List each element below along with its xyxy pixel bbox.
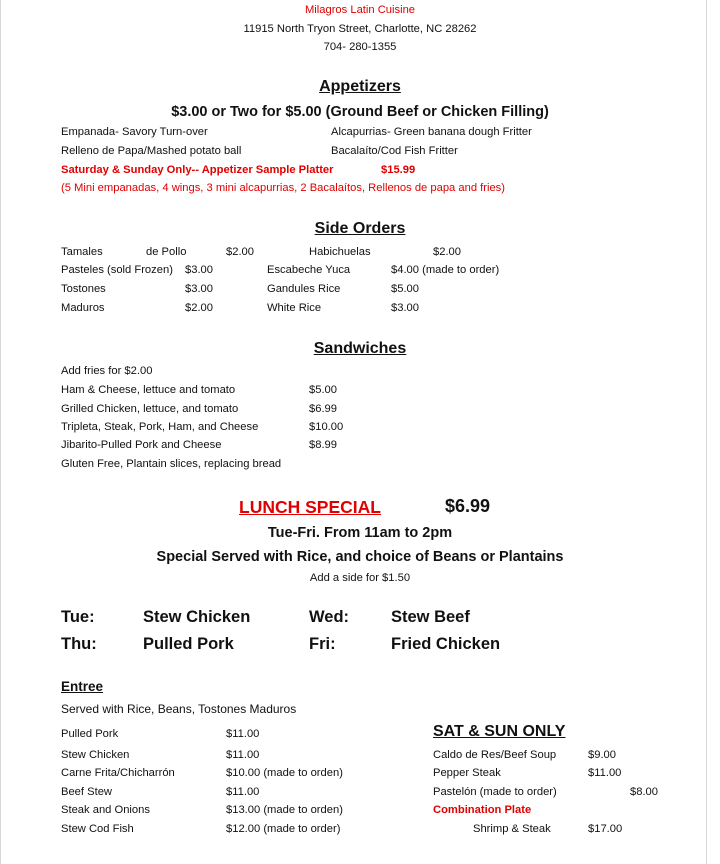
side-item-price: $3.00: [391, 302, 419, 314]
side-item-name: Tostones: [61, 283, 106, 295]
lunch-hours: Tue-Fri. From 11am to 2pm: [267, 525, 453, 541]
weekend-item-price: $9.00: [588, 749, 616, 761]
side-item-price: $4.00 (made to order): [391, 264, 500, 276]
lunch-day: Thu:: [61, 635, 97, 653]
platter-price: $15.99: [381, 164, 416, 176]
sandwich-name: Jibarito-Pulled Pork and Cheese: [61, 439, 222, 451]
appetizers-subtitle: $3.00 or Two for $5.00 (Ground Beef or Chicken Filling): [171, 104, 549, 120]
side-item-price: $3.00: [185, 283, 213, 295]
weekend-heading: SAT & SUN ONLY: [433, 723, 566, 740]
appetizer-item: Alcapurrias- Green banana dough Fritter: [331, 126, 532, 138]
entree-name: Stew Cod Fish: [61, 823, 134, 835]
side-item-variant: de Pollo: [146, 246, 187, 258]
appetizer-item: Relleno de Papa/Mashed potato ball: [61, 145, 242, 157]
side-item-price: $5.00: [391, 283, 419, 295]
side-item-price: $2.00: [226, 246, 254, 258]
side-item-name: Gandules Rice: [267, 283, 341, 295]
sandwiches-heading: Sandwiches: [313, 340, 407, 357]
platter-label: Saturday & Sunday Only-- Appetizer Sample Platter: [61, 164, 334, 176]
lunch-dish: Pulled Pork: [143, 635, 234, 653]
entree-name: Carne Frita/Chicharrón: [61, 767, 175, 779]
entree-price: $10.00 (made to orden): [226, 767, 343, 779]
lunch-dish: Stew Chicken: [143, 608, 251, 626]
side-item-price: $2.00: [433, 246, 461, 258]
lunch-add-side: Add a side for $1.50: [309, 572, 411, 584]
pastelon-price: $8.00: [630, 786, 658, 798]
lunch-special-heading: LUNCH SPECIAL: [239, 497, 381, 517]
side-item-name: Maduros: [61, 302, 105, 314]
sandwich-name: Tripleta, Steak, Pork, Ham, and Cheese: [61, 421, 259, 433]
weekend-item-price: $11.00: [588, 767, 622, 779]
lunch-dish: Fried Chicken: [391, 635, 501, 653]
weekend-item-name: Caldo de Res/Beef Soup: [433, 749, 557, 761]
appetizer-item: Empanada- Savory Turn-over: [61, 126, 208, 138]
combination-plate-label: Combination Plate: [433, 804, 532, 816]
weekend-item-name: Pepper Steak: [433, 767, 501, 779]
lunch-dish: Stew Beef: [391, 608, 470, 626]
entree-price: $12.00 (made to order): [226, 823, 341, 835]
restaurant-name: Milagros Latin Cuisine: [304, 4, 416, 16]
sandwich-price: $8.99: [309, 439, 337, 451]
side-item-name: Escabeche Yuca: [267, 264, 351, 276]
sandwich-price: $5.00: [309, 384, 337, 396]
pastelon-name: Pastelón (made to order): [433, 786, 557, 798]
appetizer-item: Bacalaíto/Cod Fish Fritter: [331, 145, 458, 157]
gluten-free-note: Gluten Free, Plantain slices, replacing bread: [61, 458, 282, 470]
side-item-name: Pasteles (sold Frozen): [61, 264, 173, 276]
restaurant-address: 11915 North Tryon Street, Charlotte, NC 28262: [243, 23, 477, 35]
side-item-price: $3.00: [185, 264, 213, 276]
page-left-edge: [0, 0, 1, 864]
combo-item-name: Shrimp & Steak: [473, 823, 551, 835]
sandwich-price: $10.00: [309, 421, 344, 433]
lunch-served-with: Special Served with Rice, and choice of Beans or Plantains: [156, 549, 564, 565]
entree-name: Pulled Pork: [61, 728, 119, 740]
sandwich-name: Ham & Cheese, lettuce and tomato: [61, 384, 236, 396]
entree-served-with: Served with Rice, Beans, Tostones Maduros: [61, 702, 297, 716]
side-item-name: White Rice: [267, 302, 322, 314]
entree-name: Beef Stew: [61, 786, 112, 798]
entree-heading: Entree: [61, 679, 104, 694]
lunch-day: Tue:: [61, 608, 95, 626]
lunch-special-price: $6.99: [445, 496, 491, 516]
entree-price: $13.00 (made to orden): [226, 804, 343, 816]
sandwich-price: $6.99: [309, 403, 337, 415]
appetizers-heading: Appetizers: [319, 78, 401, 95]
platter-description: (5 Mini empanadas, 4 wings, 3 mini alcapurrias, 2 Bacalaítos, Rellenos de papa and fries): [61, 182, 506, 194]
sandwich-note: Add fries for $2.00: [61, 365, 153, 377]
page-right-edge: [706, 0, 707, 864]
combo-item-price: $17.00: [588, 823, 623, 835]
restaurant-phone: 704- 280-1355: [323, 41, 397, 53]
side-item-name: Tamales: [61, 246, 103, 258]
entree-price: $11.00: [226, 728, 260, 740]
side-orders-heading: Side Orders: [314, 220, 406, 237]
side-item-name: Habichuelas: [309, 246, 371, 258]
sandwich-name: Grilled Chicken, lettuce, and tomato: [61, 403, 239, 415]
side-item-price: $2.00: [185, 302, 213, 314]
entree-price: $11.00: [226, 749, 260, 761]
entree-name: Steak and Onions: [61, 804, 150, 816]
entree-price: $11.00: [226, 786, 260, 798]
entree-name: Stew Chicken: [61, 749, 130, 761]
lunch-day: Fri:: [309, 635, 336, 653]
lunch-day: Wed:: [309, 608, 350, 626]
